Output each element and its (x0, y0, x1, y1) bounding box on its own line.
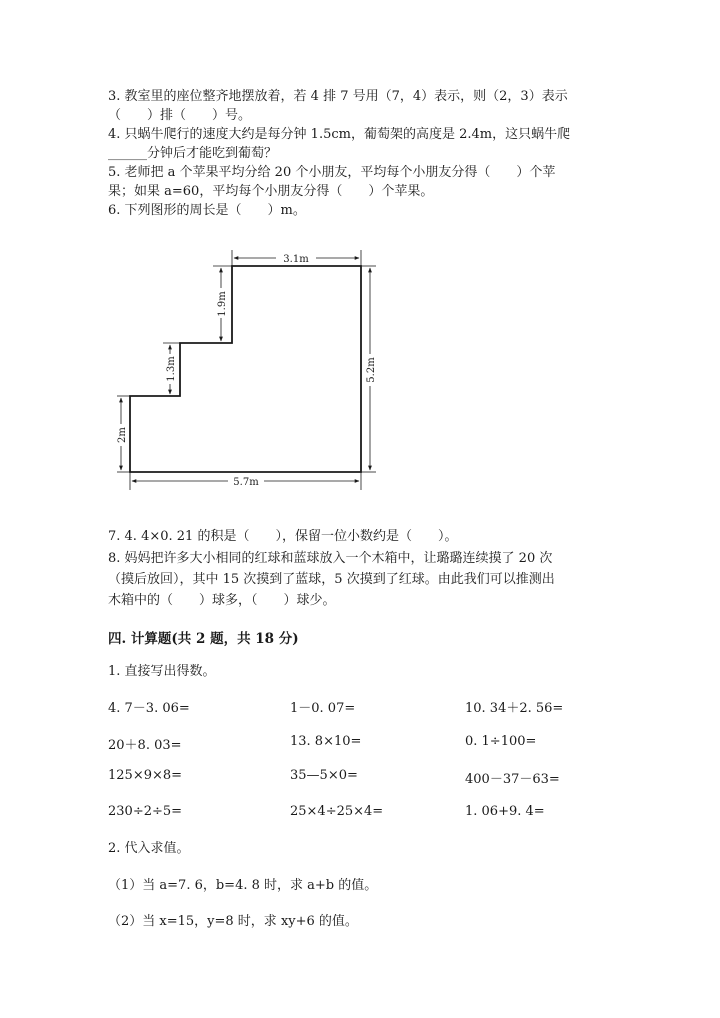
question-3-line-1: 3. 教室里的座位整齐地摆放着，若 4 排 7 号用（7，4）表示，则（2，3）表示 (108, 89, 568, 104)
calc-subtitle-2: 2. 代入求值。 (108, 841, 190, 856)
calc-subtitle-1: 1. 直接写出得数。 (108, 664, 216, 679)
question-8-line-1: 8. 妈妈把许多大小相同的红球和蓝球放入一个木箱中，让璐璐连续摸了 20 次 (108, 551, 553, 566)
calc-item: 13. 8×10= (290, 734, 362, 749)
calc-item: 0. 1÷100= (465, 734, 537, 749)
label-step-mid: 1.3m (166, 356, 177, 382)
question-4-line-1: 4. 只蜗牛爬行的速度大约是每分钟 1.5cm，葡萄架的高度是 2.4m，这只蜗牛爬 (108, 127, 571, 142)
question-3-line-2: （ ）排（ ）号。 (108, 108, 252, 123)
calc-item: 10. 34＋2. 56= (465, 701, 564, 716)
substitution-problem-1: （1）当 a=7. 6，b=4. 8 时，求 a+b 的值。 (108, 878, 378, 893)
question-6-line-1: 6. 下列图形的周长是（ ）m。 (108, 203, 306, 218)
calc-item: 35—5×0= (290, 768, 358, 783)
calc-item: 4. 7－3. 06= (108, 701, 190, 716)
calc-item: 230÷2÷5= (108, 804, 183, 819)
calc-item: 125×9×8= (108, 768, 183, 783)
question-4-line-2: ______分钟后才能吃到葡萄？ (108, 146, 278, 161)
section-4-heading: 四. 计算题(共 2 题，共 18 分) (108, 631, 299, 647)
label-right: 5.2m (366, 357, 377, 383)
label-top: 3.1m (283, 254, 309, 265)
calc-item: 1. 06+9. 4= (465, 804, 545, 819)
question-5-line-2: 果；如果 a=60，平均每个小朋友分得（ ）个苹果。 (108, 184, 434, 199)
substitution-problem-2: （2）当 x=15，y=8 时，求 xy+6 的值。 (108, 914, 358, 929)
label-step-top: 1.9m (217, 291, 228, 317)
label-bottom: 5.7m (233, 477, 259, 488)
label-left: 2m (117, 427, 128, 443)
calc-item: 1－0. 07= (290, 701, 356, 716)
calc-item: 25×4÷25×4= (290, 804, 384, 819)
question-7-line-1: 7. 4. 4×0. 21 的积是（ ），保留一位小数约是（ ）。 (108, 529, 458, 544)
question-5-line-1: 5. 老师把 a 个苹果平均分给 20 个小朋友，平均每个小朋友分得（ ）个苹 (108, 165, 556, 180)
calc-item: 400－37－63= (465, 772, 560, 787)
question-8-line-3: 木箱中的（ ）球多，（ ）球少。 (108, 593, 336, 608)
question-8-line-2: （摸后放回），其中 15 次摸到了蓝球，5 次摸到了红球。由此我们可以推测出 (108, 572, 555, 587)
calc-item: 20＋8. 03= (108, 738, 182, 753)
